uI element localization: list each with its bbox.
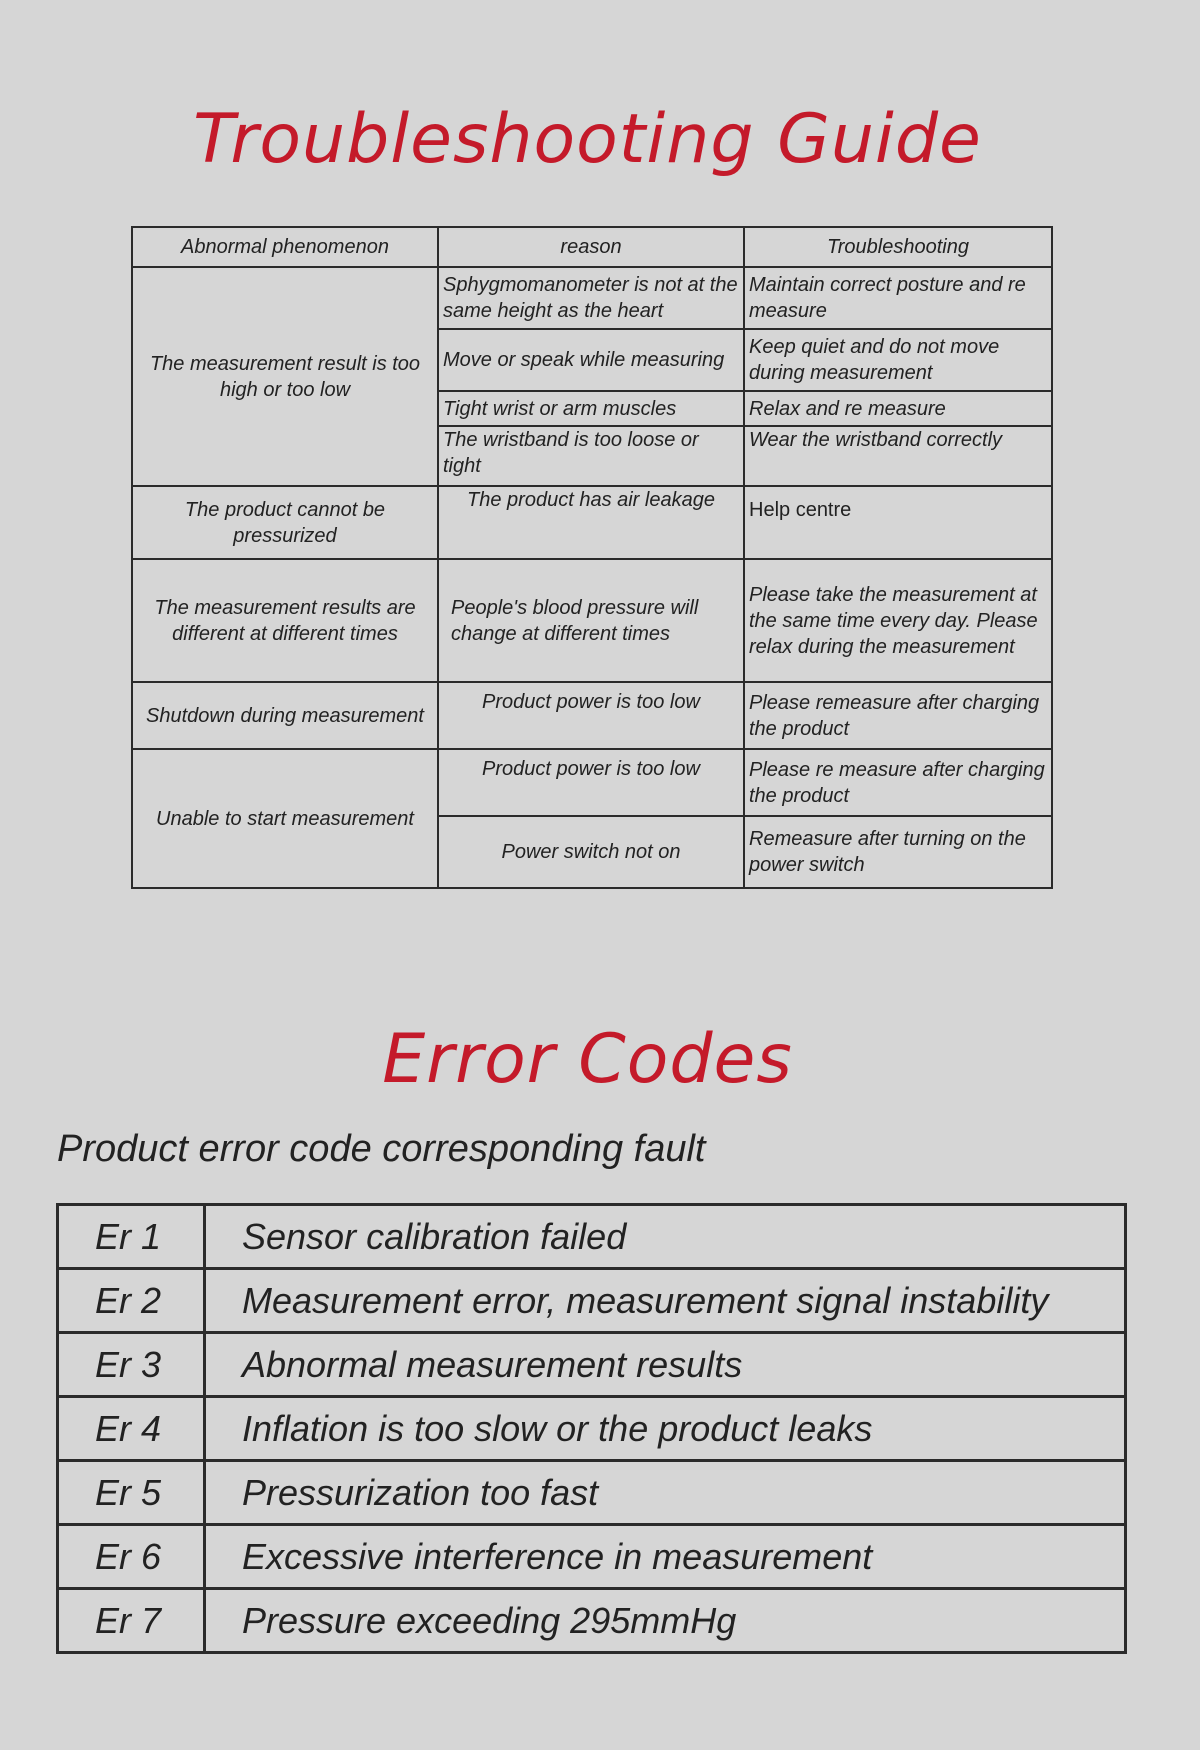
table-row xyxy=(58,1205,1126,1269)
phenomenon-cell: The measurement result is too high or too low xyxy=(132,267,438,486)
header-troubleshooting: Troubleshooting xyxy=(744,227,1052,267)
table-row xyxy=(132,486,1052,559)
reason-cell: The product has air leakage xyxy=(438,486,744,559)
phenomenon-cell: Shutdown during measurement xyxy=(132,682,438,749)
table-row xyxy=(132,559,1052,682)
error-description: Measurement error, measurement signal instability xyxy=(205,1269,1126,1333)
error-code: Er 5 xyxy=(58,1461,205,1525)
reason-cell: Product power is too low xyxy=(438,682,744,749)
reason-cell: Sphygmomanometer is not at the same height as the heart xyxy=(438,267,744,329)
table-row xyxy=(58,1269,1126,1333)
fix-cell: Please re measure after charging the product xyxy=(744,749,1052,816)
troubleshooting-title: Troubleshooting Guide xyxy=(193,100,982,179)
error-description: Sensor calibration failed xyxy=(205,1205,1126,1269)
phenomenon-cell: The measurement results are different at different times xyxy=(132,559,438,682)
fix-cell: Please take the measurement at the same time every day. Please relax during the measurement xyxy=(744,559,1052,682)
reason-cell: Product power is too low xyxy=(438,749,744,816)
troubleshooting-table xyxy=(131,226,1053,889)
error-description: Pressure exceeding 295mmHg xyxy=(205,1589,1126,1653)
table-row xyxy=(132,267,1052,329)
table-row xyxy=(58,1397,1126,1461)
error-description: Pressurization too fast xyxy=(205,1461,1126,1525)
fix-cell: Please remeasure after charging the product xyxy=(744,682,1052,749)
error-code: Er 4 xyxy=(58,1397,205,1461)
fix-cell: Wear the wristband correctly xyxy=(744,426,1052,486)
header-phenomenon: Abnormal phenomenon xyxy=(132,227,438,267)
error-description: Excessive interference in measurement xyxy=(205,1525,1126,1589)
table-row xyxy=(132,682,1052,749)
phenomenon-cell: The product cannot be pressurized xyxy=(132,486,438,559)
error-code: Er 6 xyxy=(58,1525,205,1589)
error-codes-table xyxy=(56,1203,1127,1654)
table-row xyxy=(132,749,1052,816)
error-description: Inflation is too slow or the product leaks xyxy=(205,1397,1126,1461)
error-codes-subtitle: Product error code corresponding fault xyxy=(57,1128,706,1170)
reason-cell: People's blood pressure will change at different times xyxy=(438,559,744,682)
error-code: Er 1 xyxy=(58,1205,205,1269)
error-code: Er 3 xyxy=(58,1333,205,1397)
reason-cell: Power switch not on xyxy=(438,816,744,888)
troubleshooting-header-row xyxy=(132,227,1052,267)
reason-cell: Move or speak while measuring xyxy=(438,329,744,391)
error-code: Er 7 xyxy=(58,1589,205,1653)
error-codes-title: Error Codes xyxy=(382,1020,793,1099)
table-row xyxy=(58,1333,1126,1397)
reason-cell: The wristband is too loose or tight xyxy=(438,426,744,486)
table-row xyxy=(58,1525,1126,1589)
error-code: Er 2 xyxy=(58,1269,205,1333)
reason-cell: Tight wrist or arm muscles xyxy=(438,391,744,426)
fix-cell: Help centre xyxy=(744,486,1052,559)
fix-cell: Remeasure after turning on the power switch xyxy=(744,816,1052,888)
error-description: Abnormal measurement results xyxy=(205,1333,1126,1397)
fix-cell: Keep quiet and do not move during measurement xyxy=(744,329,1052,391)
table-row xyxy=(58,1461,1126,1525)
fix-cell: Relax and re measure xyxy=(744,391,1052,426)
phenomenon-cell: Unable to start measurement xyxy=(132,749,438,888)
table-row xyxy=(58,1589,1126,1653)
header-reason: reason xyxy=(438,227,744,267)
fix-cell: Maintain correct posture and re measure xyxy=(744,267,1052,329)
